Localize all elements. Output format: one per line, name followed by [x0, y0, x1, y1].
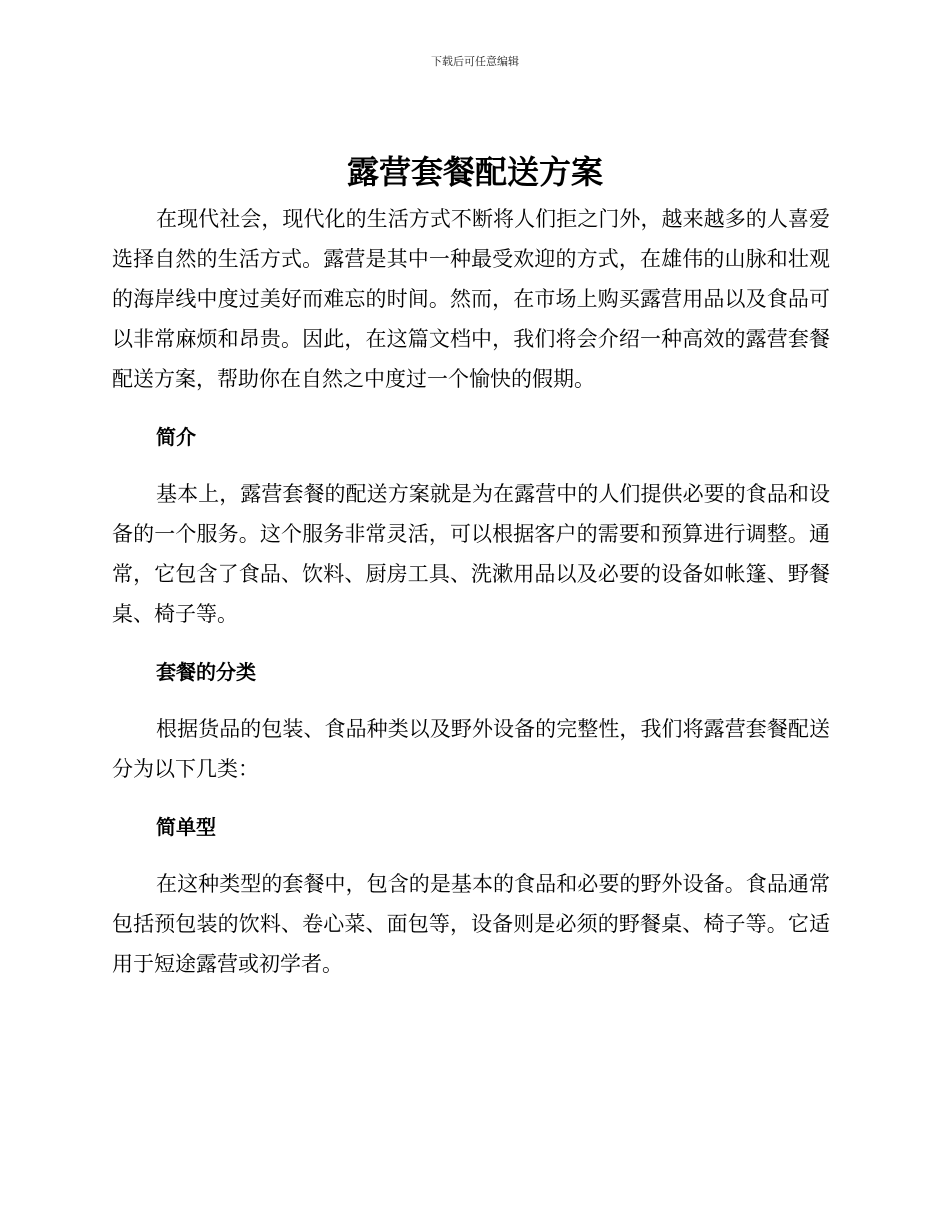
section-body-intro: 基本上，露营套餐的配送方案就是为在露营中的人们提供必要的食品和设备的一个服务。这个服务非常灵活，可以根据客户的需要和预算进行调整。通常，它包含了食品、饮料、厨房工具、洗漱用品以及必要的设备如帐篷、野餐桌、椅子等。	[112, 482, 830, 626]
intro-paragraph: 在现代社会，现代化的生活方式不断将人们拒之门外，越来越多的人喜爱选择自然的生活方式。露营是其中一种最受欢迎的方式，在雄伟的山脉和壮观的海岸线中度过美好而难忘的时间。然而，在市场上购买露营用品以及食品可以非常麻烦和昂贵。因此，在这篇文档中，我们将会介绍一种高效的露营套餐配送方案，帮助你在自然之中度过一个愉快的假期。	[112, 207, 830, 391]
section-heading-categories: 套餐的分类	[156, 660, 256, 684]
header-note: 下载后可任意编辑	[431, 55, 519, 68]
section-body-categories: 根据货品的包装、食品种类以及野外设备的完整性，我们将露营套餐配送分为以下几类：	[112, 717, 830, 781]
document-body	[112, 199, 830, 984]
section-heading-simple: 简单型	[156, 815, 216, 839]
section-heading-intro: 简介	[156, 425, 196, 449]
section-body-simple: 在这种类型的套餐中，包含的是基本的食品和必要的野外设备。食品通常包括预包装的饮料、卷心菜、面包等，设备则是必须的野餐桌、椅子等。它适用于短途露营或初学者。	[112, 872, 830, 976]
page-title: 露营套餐配送方案	[346, 153, 603, 191]
